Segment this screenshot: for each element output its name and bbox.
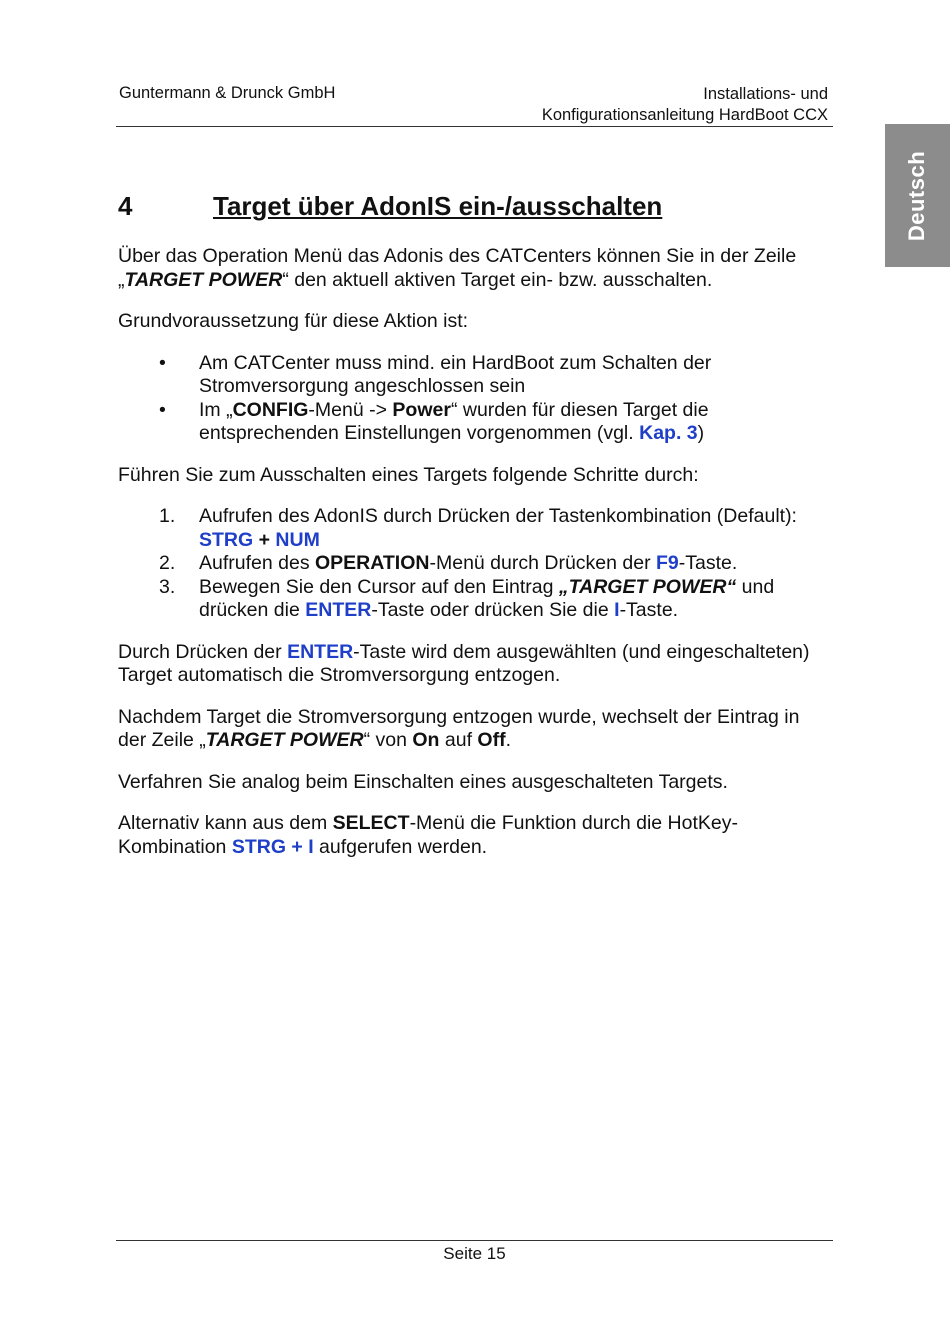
header-doc-title-line1: Installations- und bbox=[703, 85, 828, 103]
list-item: 1. Aufrufen des AdonIS durch Drücken der Tastenkombination (Default): STRG + NUM bbox=[159, 505, 797, 551]
bullet-icon: • bbox=[159, 398, 166, 421]
header-rule bbox=[116, 126, 833, 127]
key-enter: ENTER bbox=[287, 640, 354, 663]
main-content bbox=[118, 245, 833, 877]
section-title: Target über AdonIS ein-/ausschalten bbox=[213, 191, 663, 221]
side-language-tab-label: Deutsch bbox=[904, 150, 930, 241]
state-change-paragraph: Nachdem Target die Stromversorgung entzogen wurde, wechselt der Eintrag in der Zeile „TARGET POWER“ von On auf Off. bbox=[118, 705, 800, 751]
key-f9: F9 bbox=[656, 552, 679, 574]
list-item: 3. Bewegen Sie den Cursor auf den Eintrag „TARGET POWER“ und drücken die ENTER-Taste oder drücken Sie die I-Taste. bbox=[159, 575, 775, 621]
step-number: 3. bbox=[159, 575, 176, 598]
header-doc-title bbox=[542, 84, 828, 126]
side-language-tab bbox=[885, 124, 950, 267]
key-strg: STRG bbox=[199, 528, 254, 551]
steps-intro-paragraph: Führen Sie zum Ausschalten eines Targets folgende Schritte durch: bbox=[118, 463, 699, 486]
power-on-paragraph: Verfahren Sie analog beim Einschalten eines ausgeschalteten Targets. bbox=[118, 770, 728, 793]
hotkey-strg-i: STRG + I bbox=[231, 835, 314, 858]
prerequisite-list bbox=[118, 352, 833, 446]
chapter-reference-link[interactable]: Kap. 3 bbox=[639, 422, 698, 444]
bullet-icon: • bbox=[159, 351, 166, 374]
list-item: • Am CATCenter muss mind. ein HardBoot zum Schalten der Stromversorgung angeschlossen sein bbox=[159, 351, 712, 397]
prerequisite-paragraph: Grundvoraussetzung für diese Aktion ist: bbox=[118, 310, 469, 332]
list-item: 2. Aufrufen des OPERATION-Menü durch Drücken der F9-Taste. bbox=[159, 552, 738, 574]
header-doc-title-line2: Konfigurationsanleitung HardBoot CCX bbox=[541, 106, 828, 124]
key-i: I bbox=[614, 599, 620, 621]
step-number: 1. bbox=[159, 505, 176, 527]
list-item: • Im „CONFIG-Menü -> Power“ wurden für diesen Target die entsprechenden Einstellungen vorgenommen (vgl. Kap. 3) bbox=[159, 398, 709, 444]
step-number: 2. bbox=[159, 552, 176, 574]
steps-list bbox=[118, 505, 833, 623]
key-enter: ENTER bbox=[305, 599, 372, 621]
footer-rule bbox=[116, 1240, 833, 1241]
page-number: Seite 15 bbox=[443, 1244, 506, 1263]
intro-paragraph: Über das Operation Menü das Adonis des CATCenters können Sie in der Zeile „TARGET POWER“ den aktuell aktiven Target ein- bzw. ausschalten. bbox=[118, 245, 797, 291]
target-power-term: TARGET POWER bbox=[124, 268, 283, 291]
enter-key-paragraph: Durch Drücken der ENTER-Taste wird dem ausgewählten (und eingeschalteten) Target automatisch die Stromversorgung entzogen. bbox=[118, 640, 810, 686]
key-num: NUM bbox=[275, 528, 320, 551]
header-company: Guntermann & Drunck GmbH bbox=[119, 84, 336, 102]
hotkey-paragraph: Alternativ kann aus dem SELECT-Menü die Funktion durch die HotKey-Kombination STRG + I aufgerufen werden. bbox=[118, 812, 738, 858]
section-number: 4 bbox=[118, 191, 133, 221]
